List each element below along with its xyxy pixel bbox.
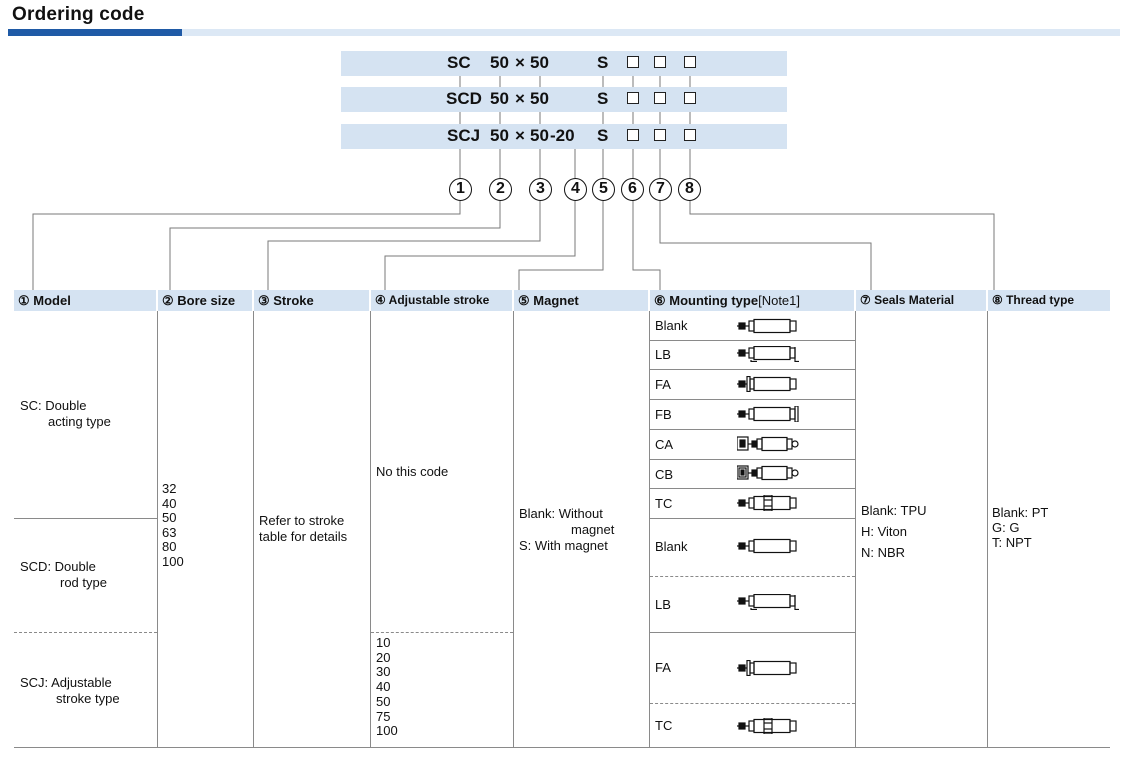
column-divider	[370, 311, 371, 747]
thread-list	[992, 505, 1048, 550]
code-placeholder-box	[654, 92, 666, 104]
column-divider	[987, 311, 988, 747]
model-sc	[20, 398, 111, 430]
row-divider	[650, 340, 855, 341]
cylinder-rear-flange-icon	[737, 406, 799, 422]
column-divider	[157, 311, 158, 747]
circle-4: 4	[564, 178, 587, 201]
cylinder-basic-icon	[737, 538, 799, 554]
model-line: rod type	[60, 575, 107, 590]
column-divider	[253, 311, 254, 747]
header-stroke: ③ Stroke	[254, 290, 369, 311]
circle-6: 6	[621, 178, 644, 201]
bore-size-item: 100	[162, 553, 184, 569]
cylinder-foot-icon	[737, 594, 799, 610]
row-divider-dashed	[650, 703, 855, 704]
adjustable-stroke-item: 50	[376, 693, 391, 709]
header-magnet: ⑤ Magnet	[514, 290, 648, 311]
code-placeholder-box	[684, 129, 696, 141]
column-divider	[513, 311, 514, 747]
code-bore: 50	[490, 53, 509, 72]
bore-size-item: 50	[162, 510, 177, 525]
row-divider	[14, 518, 157, 519]
mounting-label: FA	[655, 377, 671, 392]
code-adjustable: -20	[550, 126, 575, 145]
bore-size-item: 80	[162, 539, 177, 554]
header-mounting-note: [Note1]	[758, 293, 801, 308]
row-divider-dashed	[371, 632, 513, 633]
model-line: SCJ: Adjustable	[20, 675, 112, 690]
stroke-note	[259, 513, 347, 545]
adjustable-stroke-item: 20	[376, 649, 391, 665]
mounting-label: FA	[655, 660, 671, 675]
header-bore-size: ② Bore size	[158, 290, 252, 311]
row-divider-dashed	[14, 632, 157, 633]
code-stroke: 50	[530, 53, 549, 72]
model-scd	[20, 559, 107, 591]
magnet-option-line: Blank: Without	[519, 506, 603, 521]
seal-option: N: NBR	[861, 545, 906, 560]
adjustable-stroke-list	[376, 636, 398, 739]
header-mounting-label: ⑥ Mounting type	[654, 293, 759, 308]
bore-size-item: 32	[162, 481, 177, 496]
code-times: ×	[515, 89, 525, 108]
adjustable-stroke-item: 10	[376, 635, 391, 650]
mounting-label: Blank	[655, 539, 688, 554]
row-divider-dashed	[650, 576, 855, 577]
code-magnet: S	[597, 126, 609, 145]
model-line: SCD: Double	[20, 559, 96, 574]
code-row-scj	[341, 124, 787, 149]
code-times: ×	[515, 53, 525, 72]
bore-size-item: 63	[162, 524, 177, 540]
thread-option: G: G	[992, 520, 1020, 535]
header-model: ① Model	[14, 290, 156, 311]
cylinder-foot-icon	[737, 346, 799, 362]
code-model: SC	[447, 53, 471, 72]
column-divider	[649, 311, 650, 747]
header-seals-material: ⑦ Seals Material	[856, 290, 986, 311]
adjustable-stroke-item: 100	[376, 723, 398, 739]
code-row-scd	[341, 87, 787, 112]
model-line: SC: Double	[20, 398, 87, 413]
circle-7: 7	[649, 178, 672, 201]
adjustable-stroke-item: 75	[376, 708, 391, 724]
mounting-label: TC	[655, 718, 673, 733]
row-divider	[650, 429, 855, 430]
code-placeholder-box	[627, 56, 639, 68]
cylinder-double-clevis-icon	[737, 465, 799, 481]
magnet-option-line: magnet	[571, 522, 615, 537]
code-bore: 50	[490, 126, 509, 145]
seal-option: Blank: TPU	[861, 503, 927, 518]
cylinder-single-clevis-icon	[737, 436, 799, 452]
code-placeholder-box	[654, 129, 666, 141]
model-scj	[20, 675, 120, 707]
code-magnet: S	[597, 53, 609, 72]
row-divider	[650, 459, 855, 460]
bore-size-item: 40	[162, 495, 177, 511]
mounting-label: CB	[655, 467, 674, 482]
mounting-label: TC	[655, 496, 673, 511]
row-divider	[650, 632, 855, 633]
circle-1: 1	[449, 178, 472, 201]
header-thread-type: ⑧ Thread type	[988, 290, 1110, 311]
code-placeholder-box	[627, 92, 639, 104]
mounting-label: CA	[655, 437, 674, 452]
magnet-options	[519, 506, 614, 554]
column-divider	[855, 311, 856, 747]
cylinder-basic-icon	[737, 318, 799, 334]
code-placeholder-box	[654, 56, 666, 68]
seal-option: H: Viton	[861, 524, 908, 539]
thread-option: Blank: PT	[992, 505, 1049, 520]
row-divider	[650, 369, 855, 370]
header-mounting-type	[650, 290, 854, 311]
circle-5: 5	[592, 178, 615, 201]
stroke-note-line: Refer to stroke	[259, 513, 345, 528]
cylinder-front-flange-icon	[737, 376, 799, 392]
row-divider	[650, 488, 855, 489]
magnet-option-line: S: With magnet	[519, 538, 608, 553]
mounting-label: FB	[655, 407, 672, 422]
code-placeholder-box	[684, 92, 696, 104]
stroke-note-line: table for details	[259, 529, 348, 544]
code-placeholder-box	[627, 129, 639, 141]
mounting-label: Blank	[655, 318, 688, 333]
code-bore: 50	[490, 89, 509, 108]
code-stroke: 50	[530, 89, 549, 108]
code-model: SCD	[446, 89, 482, 108]
adjustable-stroke-item: 30	[376, 664, 391, 680]
row-divider	[650, 518, 855, 519]
code-magnet: S	[597, 89, 609, 108]
adjustable-stroke-item: 40	[376, 679, 391, 695]
thread-option: T: NPT	[992, 535, 1032, 550]
page-title: Ordering code	[12, 4, 145, 25]
seals-list	[861, 500, 927, 563]
mounting-label: LB	[655, 347, 671, 362]
row-divider	[650, 399, 855, 400]
code-times: ×	[515, 126, 525, 145]
circle-3: 3	[529, 178, 552, 201]
model-line: stroke type	[56, 691, 120, 706]
code-placeholder-box	[684, 56, 696, 68]
mounting-label: LB	[655, 597, 671, 612]
circle-2: 2	[489, 178, 512, 201]
bore-size-list	[162, 482, 184, 569]
cylinder-trunnion-icon	[737, 718, 799, 734]
table-bottom-border	[14, 747, 1110, 748]
model-line: acting type	[48, 414, 111, 429]
cylinder-front-flange-icon	[737, 660, 799, 676]
cylinder-trunnion-icon	[737, 495, 799, 511]
circle-8: 8	[678, 178, 701, 201]
adjustable-no-code: No this code	[376, 464, 449, 479]
code-stroke: 50	[530, 126, 549, 145]
code-row-sc	[341, 51, 787, 76]
code-model: SCJ	[447, 126, 481, 145]
header-adjustable-stroke: ④ Adjustable stroke	[371, 290, 512, 311]
